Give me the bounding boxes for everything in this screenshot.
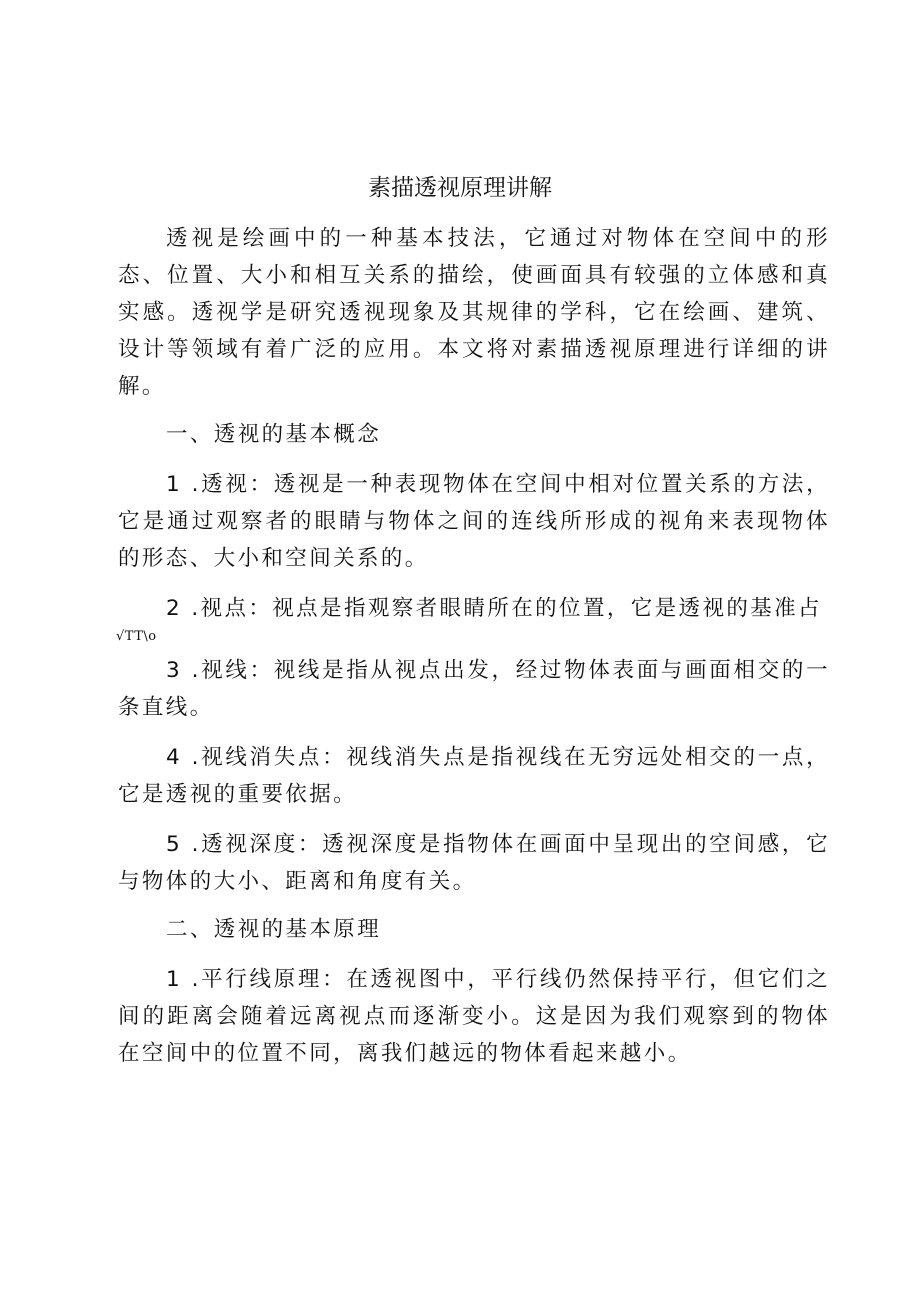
concept-item-viewpoint: 2 .视点：视点是指观察者眼睛所在的位置，它是透视的基准占	[166, 596, 822, 621]
ocr-fragment: √TT\o	[116, 629, 157, 644]
principle-item-parallel-lines: 1 .平行线原理：在透视图中，平行线仍然保持平行，但它们之间的距离会随着远离视点而逐渐变小。这是因为我们观察到的物体在空间中的位置不同，离我们越远的物体看起来越小。	[118, 967, 830, 1066]
section-heading-basic-concepts: 一、透视的基本概念	[166, 422, 382, 447]
concept-item-perspective: 1 .透视：透视是一种表现物体在空间中相对位置关系的方法，它是通过观察者的眼睛与物体之间的连线所形成的视角来表现物体的形态、大小和空间关系的。	[118, 472, 830, 571]
document-title: 素描透视原理讲解	[368, 175, 552, 201]
document-body	[118, 220, 830, 1072]
intro-paragraph: 透视是绘画中的一种基本技法，它通过对物体在空间中的形态、位置、大小和相互关系的描绘，使画面具有较强的立体感和真实感。透视学是研究透视现象及其规律的学科，它在绘画、建筑、设计等领域有着广泛的应用。本文将对素描透视原理进行详细的讲解。	[118, 226, 830, 399]
concept-item-line-of-sight: 3 .视线：视线是指从视点出发，经过物体表面与画面相交的一条直线。	[118, 658, 830, 720]
concept-item-depth: 5 .透视深度：透视深度是指物体在画面中呈现出的空间感，它与物体的大小、距离和角度有关。	[118, 832, 830, 894]
section-heading-basic-principles: 二、透视的基本原理	[166, 917, 382, 942]
concept-item-vanishing-point: 4 .视线消失点：视线消失点是指视线在无穷远处相交的一点，它是透视的重要依据。	[118, 745, 830, 807]
